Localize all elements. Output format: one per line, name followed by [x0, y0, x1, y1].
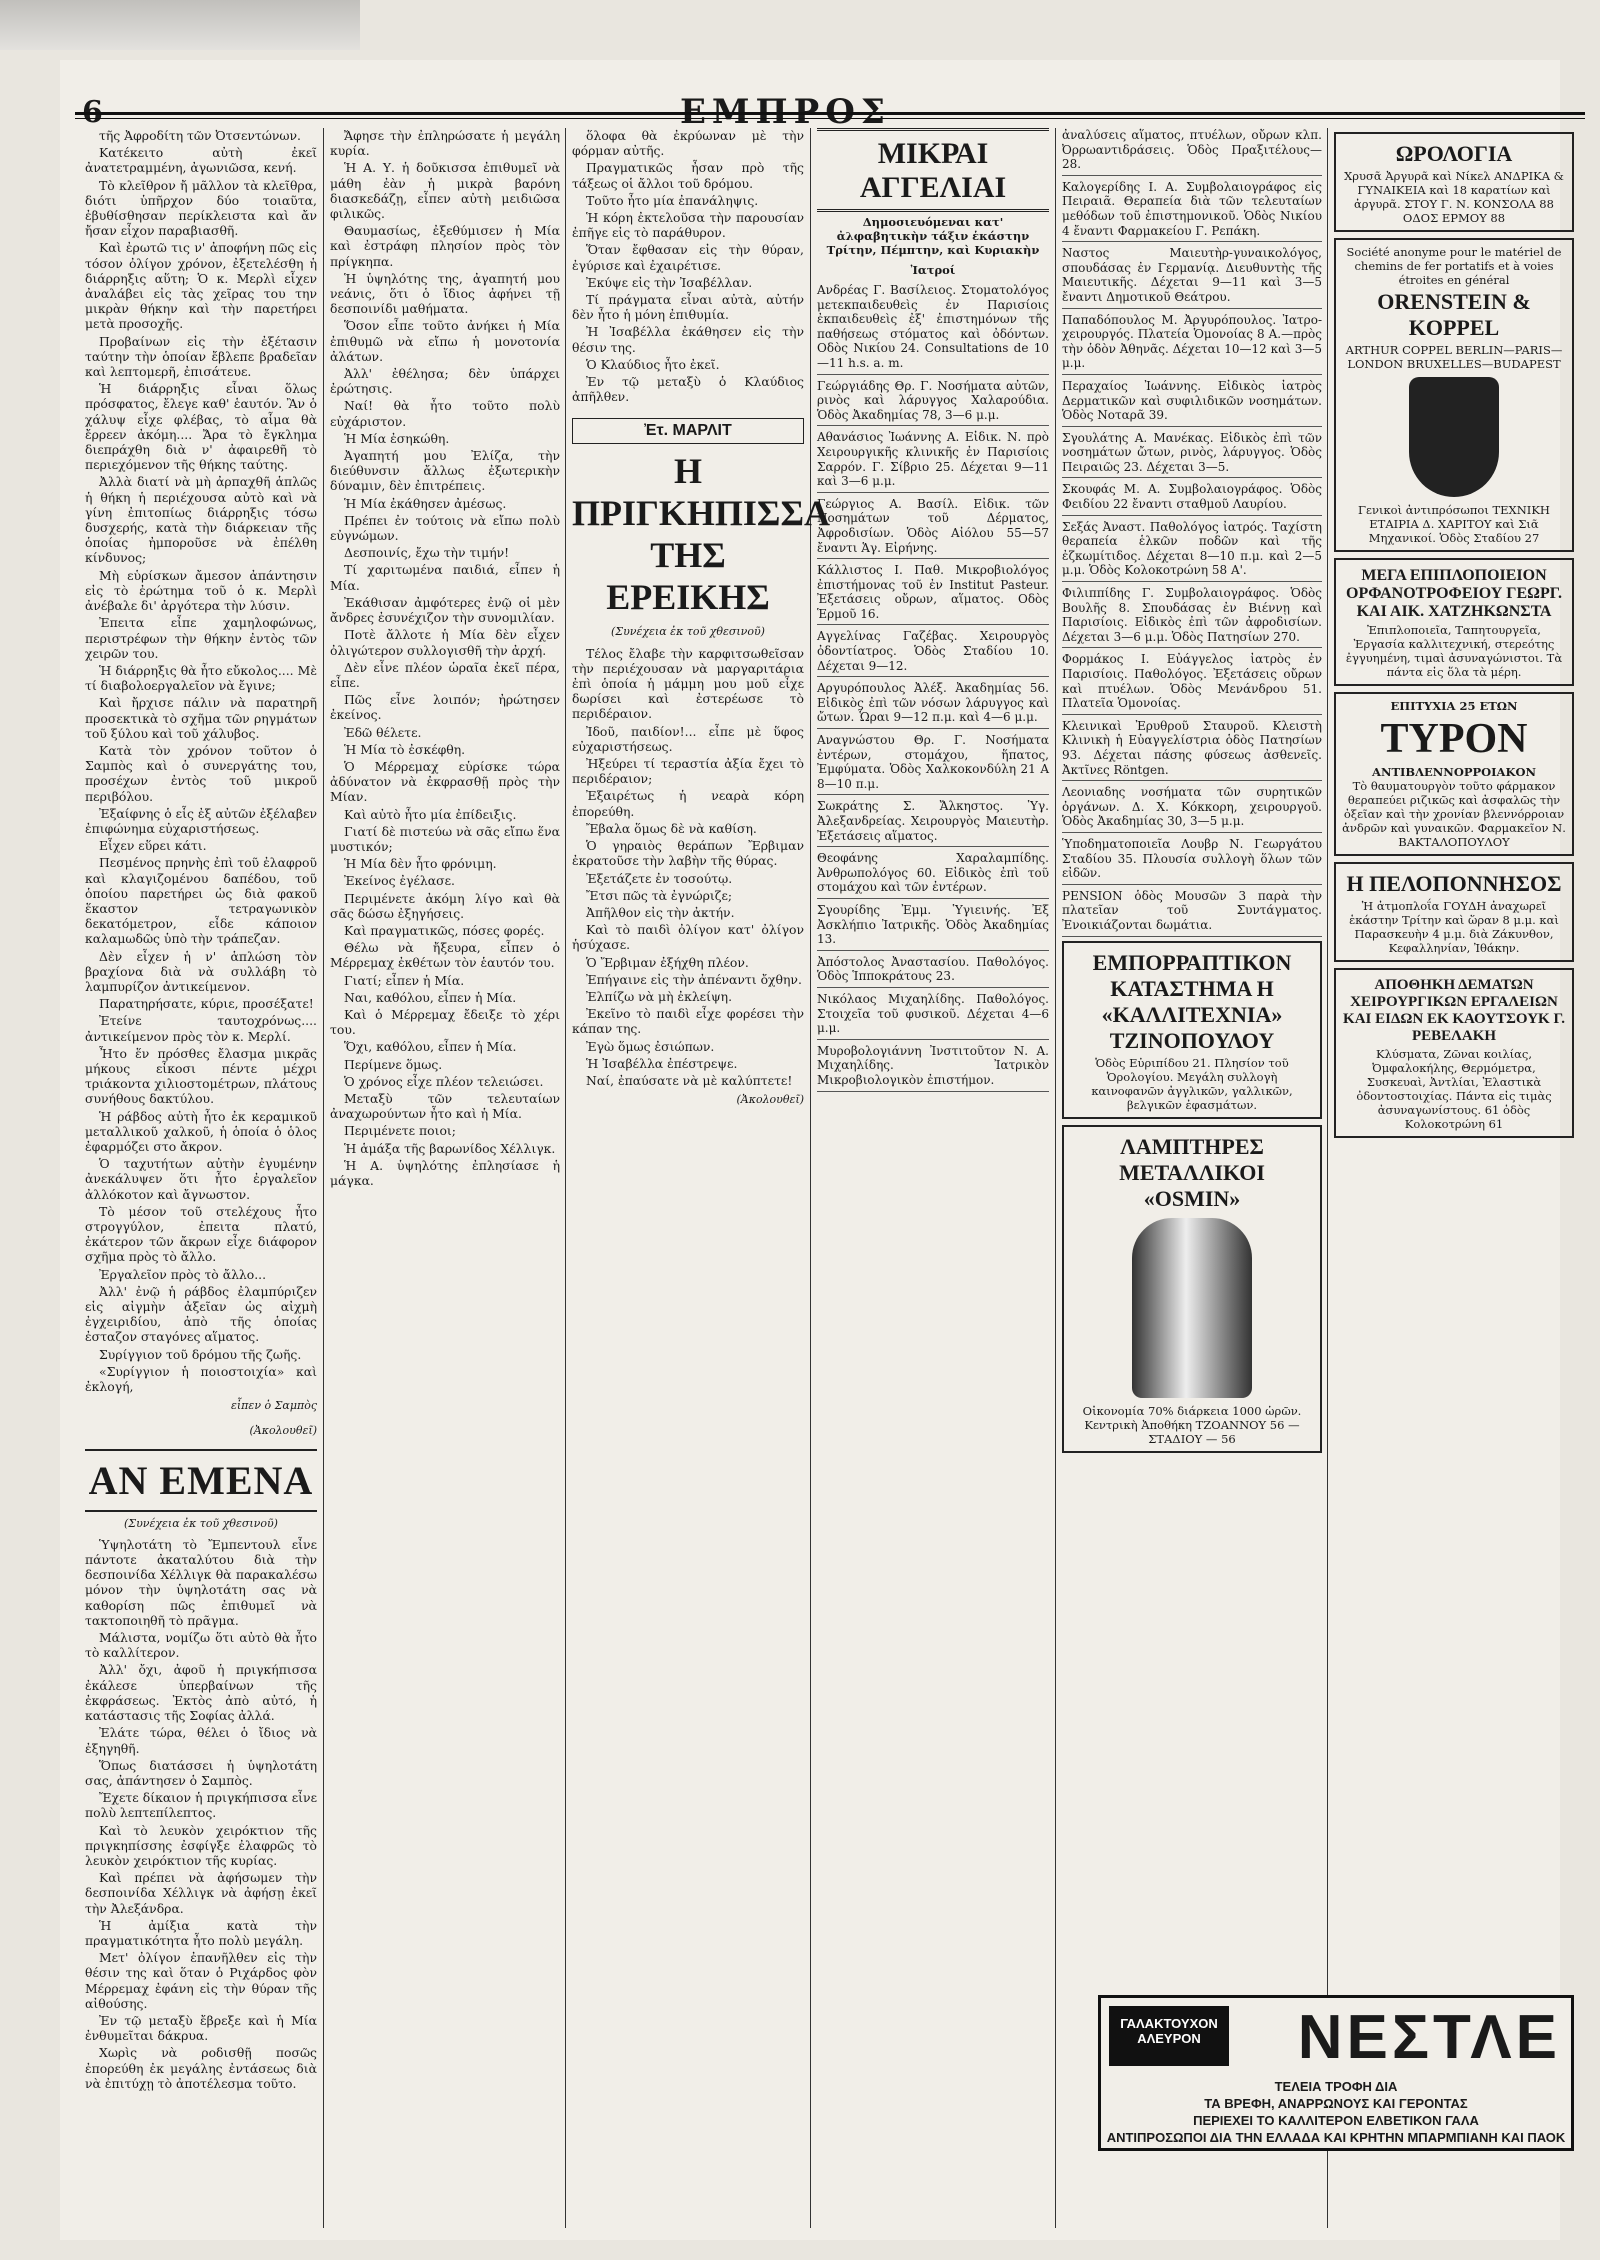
paragraph: Ἐργαλεῖον πρὸς τὸ ἄλλο...: [99, 1266, 267, 1282]
paragraph: Γιατί; εἶπεν ἡ Μία.: [344, 972, 465, 988]
classified-item: Σωκράτης Σ. Ἄλκηστος. Ὑγ. Ἀλεξανδρείας. Χειρουργὸς Μαιευτὴρ. Ἐξετάσεις αἵματος.: [817, 799, 1049, 847]
classified-item: Νικόλαος Μιχαηλίδης. Παθολόγος. Στοιχεῖα τοῦ φυσικοῦ. Δέχεται 4—6 μ.μ.: [817, 992, 1049, 1040]
classified-item: Ναστος Μαιευτὴρ-γυναικολόγος, σπουδάσας ἐν Γερμανίᾳ. Διευθυντὴς τῆς Μαιευτικῆς. Δέχεται 9—11 καὶ 3—5 ἔναντι Δημοτικοῦ Θεάτρου.: [1062, 246, 1322, 308]
serial-3-text: [330, 128, 560, 1188]
paragraph: Ἠξεύρει τί τεραστία ἀξία ἔχει τὸ περιδέραιον;: [572, 756, 804, 787]
ad-rubber-title: ΑΠΟΘΗΚΗ ΔΕΜΑΤΩΝ ΧΕΙΡΟΥΡΓΙΚΩΝ ΕΡΓΑΛΕΙΩΝ ΚΑΙ ΕΙΔΩΝ ΕΚ ΚΑΟΥΤΣΟΥΚ Γ. ΡΕΒΕΛΑΚΗ: [1343, 977, 1565, 1044]
classified-item: Φορμάκος Ι. Εὐάγγελος ἰατρὸς ἐν Παρισίοις. Παθολόγος. Ἐξετάσεις οὔρων καὶ πτυέλων. Ὁδὸς Μενάνδρου 51. Πλατεῖα Ὁμονοίας.: [1062, 652, 1322, 714]
serial-1-continued: (Ἀκολουθεῖ): [249, 1424, 317, 1438]
classified-item: Σεξάς Ἀναστ. Παθολόγος ἰατρός. Ταχίστη θεραπεία ἑλκῶν ποδῶν καὶ τῆς ἐζκωμίτιδος. Δέχεται 8—10 π.μ. καὶ 2—5 μ.μ. Ὁδὸς Κολοκοτρώνη 58 Α'.: [1062, 520, 1322, 582]
paragraph: Ἡ διάρρηξις θὰ ἦτο εὔκολος.... Μὲ τί διαβολοεργαλεῖον νὰ ἔγινε;: [85, 662, 317, 694]
paragraph: Κατέκειτο αὐτὴ ἐκεῖ ἀνατετραμμένη, ἀγωνιῶσα, κενή.: [85, 145, 317, 176]
paragraph: Καὶ πραγματικῶς, πόσες φορές.: [344, 922, 545, 938]
classified-item: ἀναλύσεις αἵματος, πτυέλων, οὔρων κλπ. Ὀρρωαντιδράσεις. Ὁδὸς Πραξιτέλους—28.: [1062, 128, 1322, 176]
ad-orenstein: [1334, 238, 1574, 552]
ad-emporoplastikon-text: Ὁδὸς Εὐριπίδου 21. Πλησίον τοῦ Ὁρολογίου. Μεγάλη συλλογὴ καινοφανῶν ἀγγλικῶν, γαλλικῶν, βελγικῶν ἐφασμάτων.: [1091, 1055, 1293, 1112]
paragraph: Ἐκύψε εἰς τὴν Ἰσαβέλλαν.: [586, 274, 753, 290]
paragraph: Ἀλλὰ διατί νὰ μὴ ἀρπαχθῆ ἁπλῶς ἡ θήκη ἡ περιέχουσα αὐτὸ καὶ νὰ γίνη ἐπιτοπίως διάρρηξις τόσω δυσχερής, κατὰ τὴν διάρκειαν τῆς ὁποίας ἠμποροῦσε νὰ ἐπέλθη κίνδυνος;: [85, 474, 317, 566]
paragraph: Καὶ ἤρχισε πάλιν νὰ παρατηρῆ προσεκτικὰ τὸ σχῆμα τῶν ρηγμάτων τοῦ ξύλου καὶ τοῦ χάλυβος.: [85, 695, 317, 741]
ad-clocks-title: ΩΡΟΛΟΓΙΑ: [1395, 141, 1513, 166]
classified-item: Αργυρόπουλος Ἀλέξ. Ἀκαδημίας 56. Εἰδικὸς ἐπὶ τῶν νόσων λάρυγγος καὶ ὤτων. Ὧραι 9—12 π.μ. καὶ 4—6 μ.μ.: [817, 681, 1049, 729]
paragraph: Ἐν τῷ μεταξὺ ὁ Κλαύδιος ἀπῆλθεν.: [572, 374, 804, 405]
ad-rubber-text: Κλύσματα, Ζῶναι κοιλίας, Ὀμφαλοκήλης, Θερμόμετρα, Συσκευαὶ, Ἀντλίαι, Ἐλαστικὰ ὀδοντοστοιχίας. Πάντα εἰς τιμὰς ἀσυναγωνίστους. 61 ὁδὸς Κολοκοτρώνη 61: [1356, 1047, 1552, 1131]
ad-emporoplastikon: [1062, 941, 1322, 1119]
paragraph: Ὁ χρόνος εἶχε πλέον τελειώσει.: [344, 1073, 544, 1089]
paragraph: Ἡ ἁμάξα τῆς βαρωνίδος Χέλλιγκ.: [344, 1140, 556, 1156]
ad-orphanage-text: Ἐπιπλοποιεῖα, Ταπητουργεῖα, Ἐργασία καλλιτεχνική, στερεότης ἐγγυημένη, τιμαὶ ἀσυναγώνιστοι. Τὰ πάντα εἰς ὅλα τὰ μέρη.: [1345, 623, 1563, 679]
paragraph: Τί πράγματα εἶναι αὐτὰ, αὐτήν δὲν ἦτο ἡ μόνη ἐπιθυμία.: [572, 292, 804, 323]
column-1: [85, 128, 317, 2228]
paragraph: Ἡ κόρη ἐκτελοῦσα τὴν παρουσίαν ἐπῆγε εἰς τὸ παράθυρον.: [572, 210, 804, 241]
paragraph: Ναί, ἐπαύσατε νὰ μὲ καλύπτετε!: [586, 1072, 793, 1088]
serial-2-text: [85, 1537, 317, 2091]
paragraph: Ἔβαλα ὅμως δὲ νὰ καθίση.: [586, 820, 757, 836]
ad-clocks-text: Χρυσᾶ Ἀργυρᾶ καὶ Νίκελ ΑΝΔΡΙΚΑ & ΓΥΝΑΙΚΕΙΑ καὶ 18 καρατίων καὶ ἀργυρᾶ. ΣΤΟΥ Γ. Ν. ΚΟΝΣΟΛΑ 88 ΟΔΟΣ ΕΡΜΟΥ 88: [1344, 169, 1564, 225]
column-rule: [323, 128, 324, 2228]
classified-item: Περαχαίος Ἰωάννης. Εἰδικὸς ἰατρὸς Δερματικῶν καὶ συφιλιδικῶν νοσημάτων. Ὁδὸς Νοταρᾶ 39.: [1062, 379, 1322, 427]
classified-item: Παπαδόπουλος Μ. Ἀργυρόπουλος. Ἰατρο-χειρουργός. Πλατεία Ὁμονοίας 8 Α.—πρὸς τὴν ὁδὸν Ἀθηνᾶς. Δέχεται 10—12 καὶ 3—5 μ.μ.: [1062, 313, 1322, 375]
paragraph: Ἡ Μία ἐκάθησεν ἀμέσως.: [344, 495, 507, 511]
ad-nestle-line: ΤΕΛΕΙΑ ΤΡΟΦΗ ΔΙΑ: [1274, 2079, 1398, 2094]
paragraph: Ἡ Μία δὲν ἦτο φρόνιμη.: [344, 856, 497, 872]
paragraph: Ἐτείνε ταυτοχρόνως.... ἀντικείμενον πρὸς τὸν κ. Μερλί.: [85, 1013, 317, 1044]
classified-item: PENSION ὁδὸς Μουσῶν 3 παρὰ τὴν πλατεῖαν τοῦ Συντάγματος. Ἐνοικιάζονται δωμάτια.: [1062, 889, 1322, 937]
paragraph: Ἦτο ἕν πρόσθες ἔλασμα μικρᾶς μήκους εἶκοσι πέντε μέχρι τριάκοντα χιλιοστομέτρων, πλάτους συνήθους δακτύλου.: [85, 1045, 317, 1107]
paragraph: Ἐν τῷ μεταξὺ ἔβρεξε καὶ ἡ Μία ἐνθυμεῖται δάκρυα.: [85, 2012, 317, 2044]
paragraph: Πεσμένος πρηνὴς ἐπὶ τοῦ ἐλαφροῦ καὶ κλαγιζομένου δαπέδου, τοῦ ὁποίου παρετήρει ὡς διὰ φακοῦ ἕκαστον τετραγωνικὸν δεκατόμετρον, εἶδε κάποιον καλαμωδῶς ὑπὸ τὴν τράπεζαν.: [85, 855, 317, 947]
paragraph: Ναί! θὰ ἦτο τοῦτο πολὺ εὐχάριστον.: [330, 398, 560, 429]
paragraph: Ὁ γηραιὸς θεράπων Ἔρβιμαν ἐκρατοῦσε τὴν λαβὴν τῆς θύρας.: [572, 838, 804, 869]
serial-1-author-line: εἶπεν ὁ Σαμπὸς: [230, 1399, 317, 1413]
column-rule: [565, 128, 566, 2228]
paragraph: Ἡ Ἰσαβέλλα ἐπέστρεψε.: [586, 1055, 738, 1071]
ad-rubber-goods: [1334, 968, 1574, 1138]
paragraph: Ἐπειτα εἶπε χαμηλοφώνως, περιστρέφων τὴν θήκην ἐντὸς τῶν χειρῶν του.: [85, 615, 317, 661]
paragraph: Τοῦτο ἦτο μία ἐπανάληψις.: [586, 192, 759, 208]
paragraph: Θαυμασίως, ἐξεθύμισεν ἡ Μία καὶ ἐστράφη πλησίον πρὸς τὸν πρίγκηπα.: [330, 223, 560, 269]
paragraph: Καὶ τὸ λευκὸν χειρόκτιον τῆς πριγκηπίσσης ἐσφίγξε ἐλαφρῶς τὸ λευκὸν χειρόκτιον τῆς κυρίας.: [85, 1822, 317, 1868]
classifieds-header: ΜΙΚΡΑΙ ΑΓΓΕΛΙΑΙ: [817, 128, 1049, 212]
paragraph: Ἡ Α. Υ. ἡ δοῦκισσα ἐπιθυμεῖ νὰ μάθη ἐὰν ἡ μικρὰ βαρόνη διασκεδάζῃ, εἶπεν αὐτὴ μειδιῶσα φιλικῶς.: [330, 160, 560, 222]
classified-item: Ὑποδηματοποιεῖα Λουβρ Ν. Γεωργάτου Σταδίου 35. Πλουσία συλλογὴ ὅλων τῶν εἰδῶν.: [1062, 837, 1322, 885]
ad-lamps: [1062, 1125, 1322, 1453]
ad-orphanage: [1334, 558, 1574, 686]
ad-tyron-pre: ΕΠΙΤΥΧΙΑ 25 ΕΤΩΝ: [1390, 699, 1518, 713]
ad-tyron-sub: ΑΝΤΙΒΛΕΝΝΟΡΡΟΙΑΚΟΝ: [1372, 765, 1536, 779]
paragraph: Συρίγγιον τοῦ δρόμου τῆς ζωῆς.: [99, 1346, 302, 1362]
ad-nestle-brand: ΝΕΣΤΛΕ: [1297, 2003, 1561, 2072]
serial-4-author: Ἐτ. ΜΑΡΛΙΤ: [572, 418, 804, 444]
ad-clocks: [1334, 132, 1574, 232]
paragraph: Μὴ εὑρίσκων ἄμεσον ἀπάντησιν εἰς τὸ ἐρώτημα τοῦ ὁ κ. Μερλὶ ἀνέβαλε δι' ἀργότερα τὴν λύσιν.: [85, 567, 317, 614]
classified-item: Κλεινικαὶ Ἐρυθροῦ Σταυροῦ. Κλειστὴ Κλινικὴ ἡ Εὐαγγελίστρια ὁδὸς Πατησίων 93. Δέχεται πάσης φύσεως ἀσθενεῖς. Ἀκτῖνες Röntgen.: [1062, 719, 1322, 781]
paragraph: Ἐπήγαινε εἰς τὴν ἀπέναντι ὄχθην.: [586, 971, 802, 987]
paragraph: Ἐξετάζετε ἐν τοσούτῳ.: [586, 870, 733, 886]
column-5: [1062, 128, 1322, 2228]
paragraph: «Συρίγγιον ἡ ποιοστοιχία» καὶ ἐκλογή,: [85, 1363, 317, 1395]
paragraph: Μάλιστα, νομίζω ὅτι αὐτὸ θὰ ἦτο τὸ καλλίτερον.: [85, 1630, 317, 1661]
paragraph: Καὶ ἐρωτῶ τις ν' ἀποφήνη πῶς εἰς τόσον ὀλίγον χρόνον, ἐξετελέσθη ἡ διάρρηξις αὕτη; Ὁ κ. Μερλὶ εἶχεν ἀναλάβει εἰς τὰς χεῖρας του την μικρὰν θήκην καὶ τὴν παρετήρει μετὰ προσοχῆς.: [85, 240, 317, 332]
classified-item: Σκουφάς Μ. Α. Συμβολαιογράφος. Ὁδὸς Φειδίου 22 ἔναντι σταθμοῦ Λαυρίου.: [1062, 482, 1322, 515]
paragraph: Ἐλάτε τώρα, θέλει ὁ ἴδιος νὰ ἐξηγηθῆ.: [85, 1725, 317, 1756]
paragraph: Καὶ τὸ παιδὶ ὀλίγον κατ' ὀλίγον ἡσύχασε.: [572, 922, 804, 953]
classifieds-category: Ἰατροί: [910, 263, 956, 277]
paragraph: Ἡ ράβδος αὐτὴ ἦτο ἐκ κεραμικοῦ μεταλλικοῦ χαλκοῦ, ἡ ὁποία ὁ ὁλος ἐφαρμόζει στο ἄκρον.: [85, 1108, 317, 1154]
ad-orenstein-pre: Société anonyme pour le matériel de chemins de fer portatifs et à voies étroites en général: [1346, 245, 1562, 287]
paragraph: Ἐκεῖνο τὸ παιδὶ εἶχε φορέσει τὴν κάπαν της.: [572, 1006, 804, 1037]
serial-4-subtitle: (Συνέχεια ἐκ τοῦ χθεσινοῦ): [611, 625, 765, 639]
paragraph: Ἀλλ' ὄχι, ἀφοῦ ἡ πριγκήπισσα ἐκάλεσε ὑπερβαίνων τῆς ἐκφράσεως. Ἐκτὸς ἀπὸ αὐτό, ἡ κατάστασις τῆς Σοφίας ἀλλά.: [85, 1662, 317, 1724]
classified-item: Αναγνώστου Θρ. Γ. Νοσήματα ἐντέρων, στομάχου, ἥπατος, Ἐμφύματα. Ὁδὸς Χαλκοκονδύλη 21 Α 8—10 π.μ.: [817, 733, 1049, 795]
classified-item: Γεώργιάδης Θρ. Γ. Νοσήματα αὐτῶν, ρινὸς καὶ λάρυγγος Χαλαρούδια. Ὁδὸς Ἀκαδημίας 78, 3—6 μ.μ.: [817, 379, 1049, 427]
paragraph: τῆς Ἀφροδίτη τῶν Ὀτσεντώνων.: [99, 128, 301, 143]
paragraph: Κατὰ τὸν χρόνον τοῦτον ὁ Σαμπὸς καὶ ὁ συνεργάτης του, προσέχων ἐντὸς τοῦ μικροῦ περιβόλου.: [85, 742, 317, 804]
classified-item: Ανδρέας Γ. Βασίλειος. Στοματολόγος μετεκπαιδευθεὶς ἐν Παρισίοις ἐκπαιδευθεὶς ἐξ' ἐπιστημόνων τῆς παθήσεως στόματος καὶ ὀδόντων. Οδὸς Νικίου 24. Consultations de 10—11 h.s. a. m.: [817, 283, 1049, 375]
ad-orenstein-name: ORENSTEIN & KOPPEL: [1377, 289, 1531, 340]
classifieds-list: [817, 283, 1049, 1092]
paragraph: Ἡ διάρρηξις εἶναι ὅλως πρόσφατος, ἔλεγε καθ' ἑαυτόν. Ἂν ὁ χάλυψ εἶχε φλέβας, τὸ αἷμα θὰ ἔρρεεν ἀκόμη.... Ἄρα τὸ ἔγκλημα διεπράχθη διὰ ν' ἀφαιρεθῆ τὸ περιεχόμενον τῆς θήκης ταύτης.: [85, 381, 317, 473]
paragraph: Δὲν εἶνε πλέον ὡραῖα ἐκεῖ πέρα, εἶπε.: [330, 659, 560, 690]
column-rule: [810, 128, 811, 2228]
paragraph: Εἶχεν εὕρει κάτι.: [99, 838, 207, 854]
paragraph: Ὅπως διατάσσει ἡ ὑψηλοτάτη σας, ἀπάντησεν ὁ Σαμπὸς.: [85, 1757, 317, 1788]
paragraph: Ὑψηλοτάτη τὸ Ἔμπεντουλ εἶνε πάντοτε ἀκαταλύτου διὰ τὴν δεσποινίδα Χέλλιγκ θὰ παρακαλέσω μόνον τὴν ὑψηλοτάτη σας νὰ καθορίση πῶς ἐπιθυμεῖ νὰ τακτοποιηθῆ τὸ πρᾶγμα.: [85, 1536, 317, 1628]
paragraph: Περίμενε ὅμως.: [344, 1056, 443, 1072]
classified-item: Σγουλάτης Α. Μανέκας. Εἰδικὸς ἐπὶ τῶν νοσημάτων ὤτων, ρινὸς, λάρυγγος. Ὁδὸς Πειραιῶς 23. Δέχεται 3—5.: [1062, 431, 1322, 479]
masthead: ΕΜΠΡΟΣ: [680, 92, 891, 132]
ad-nestle-left: ΓΑΛΑΚΤΟΥΧΟΝ ΑΛΕΥΡΟΝ: [1109, 2006, 1229, 2066]
paragraph: Ἡ ἀμίξια κατὰ τὴν πραγματικότητα ἦτο πολὺ μεγάλη.: [85, 1917, 317, 1948]
ad-peloponnisos-text: Ἡ ἀτμοπλοΐα ΓΟΥΔΗ ἀναχωρεῖ ἑκάστην Τρίτην καὶ ὥραν 8 μ.μ. καὶ Παρασκευὴν 4 μ.μ. διὰ Ζάκυνθον, Κεφαλληνίαν, Ἰθάκην.: [1349, 899, 1559, 955]
classifieds-list-2: [1062, 128, 1322, 937]
torn-corner: [0, 0, 360, 50]
paragraph: Ὅχι, καθόλου, εἶπεν ἡ Μία.: [344, 1039, 517, 1055]
top-rule-thin: [75, 118, 1585, 119]
classified-item: Αθανάσιος Ἰωάννης Α. Εἰδικ. Ν. πρὸ Χειρουργικῆς κλινικῆς ἐν Παρισίοις Σαρρόν. Γ. Σίβριο 25. Δέχεται 9—11 καὶ 3—6 μ.μ.: [817, 430, 1049, 492]
ad-lamps-title: ΛΑΜΠΤΗΡΕΣ ΜΕΤΑΛΛΙΚΟΙ «OSMIN»: [1119, 1133, 1265, 1211]
serial-1-text: [85, 128, 317, 1394]
classified-item: Γεώργιος Α. Βασίλ. Εἰδικ. τῶν Νοσημάτων τοῦ Δέρματος, Ἀφροδισίων. Ὁδὸς Αἰόλου 55—57 ἔναντι Ἁγ. Εἰρήνης.: [817, 497, 1049, 559]
paragraph: Ἐλπίζω νὰ μὴ ἐκλείψη.: [586, 988, 733, 1004]
paragraph: Καὶ αὐτὸ ἦτο μία ἐπίδειξις.: [344, 806, 517, 822]
serial-4-body: [572, 646, 804, 1088]
paragraph: Πρέπει ἐν τούτοις νὰ εἴπω πολὺ εὐγνώμων.: [330, 512, 560, 544]
paragraph: Περιμένετε ἀκόμη λίγο καὶ θὰ σᾶς δώσω ἐξηγήσεις.: [330, 890, 560, 921]
paragraph: Ὁ ταχυτήτων αὐτὴν ἐγυμένην ἀνεκάλυψεν ὅτι ἦτο ἐργαλεῖον ἀλλόκοτον καὶ ἄγνωστον.: [85, 1156, 317, 1202]
column-rule: [1327, 128, 1328, 2228]
paragraph: Καὶ ὁ Μέρρεμαχ ἔδειξε τὸ χέρι του.: [330, 1006, 560, 1038]
paragraph: Καὶ πρέπει νὰ ἀφήσωμεν τὴν δεσποινίδα Χέλλιγκ νὰ ἀφήσῃ ἐκεῖ τὴν Ἀλεξάνδρα.: [85, 1870, 317, 1916]
paragraph: Ἀπῆλθον εἰς τὴν ἀκτήν.: [586, 904, 735, 920]
wine-glass-icon: [1409, 377, 1499, 497]
classified-item: Ἀπόστολος Ἀναστασίου. Παθολόγος. Ὁδὸς Ἱπποκράτους 23.: [817, 955, 1049, 988]
paragraph: Πραγματικῶς ἦσαν πρὸ τῆς τάξεως οἱ ἄλλοι τοῦ δρόμου.: [572, 160, 804, 191]
classified-item: Σγουρίδης Ἐμμ. Ὑγιεινής. Ἐξ Ἀσκλήπιο Ἰατρικῆς. Ὁδὸς Ἀκαδημίας 13.: [817, 903, 1049, 951]
classified-item: Κάλλιστος Ι. Παθ. Μικροβιολόγος ἐπιστήμονας τοῦ ἐν Institut Pasteur. Ἐξετάσεις οὔρων, αἵματος. Οδὸς Ἑρμοῦ 16.: [817, 563, 1049, 625]
classified-item: Λεονιαδης νοσήματα τῶν συρητικῶν ὀργάνων. Δ. Χ. Κόκκορη, χειρουργοῦ. Ὁδὸς Ἀκαδημίας 30, 3—5 μ.μ.: [1062, 785, 1322, 833]
ad-nestle-line: ΠΕΡΙΕΧΕΙ ΤΟ ΚΑΛΛΙΤΕΡΟΝ ΕΛΒΕΤΙΚΟΝ ΓΑΛΑ: [1193, 2113, 1479, 2128]
paragraph: Μετ' ὀλίγον ἐπανῆλθεν εἰς τὴν θέσιν της καὶ ὅταν ὁ Ριχάρδος φὸν Μέρρεμαχ ἐφάνη εἰς τὴν θύραν τῆς αἰθούσης.: [85, 1950, 317, 2011]
paragraph: Ἐγὼ ὅμως ἐσιώπων.: [586, 1038, 715, 1054]
lamp-bulb-icon: [1132, 1218, 1252, 1398]
classified-item: Φιλιππίδης Γ. Συμβολαιογράφος. Ὁδὸς Βουλῆς 8. Σπουδάσας ἐν Βιέννῃ καὶ Παρισίοις. Εἰδικὸς ἐπὶ τῶν ἀφροδισίων. Δέχεται 3—6 μ.μ. Ὁδὸς Πατησίων 270.: [1062, 586, 1322, 648]
serial-4-title: Η ΠΡΙΓΚΗΠΙΣΣΑ ΤΗΣ ΕΡΕΙΚΗΣ: [572, 451, 830, 618]
paragraph: Τί χαριτωμένα παιδιά, εἶπεν ἡ Μία.: [330, 562, 560, 593]
paragraph: Πῶς εἶνε λοιπόν; ἠρώτησεν ἐκείνος.: [330, 692, 560, 723]
ad-lamps-text: Οἰκονομία 70% διάρκεια 1000 ὡρῶν. Κεντρικὴ Ἀποθήκη ΤΖΟΑΝΝΟΥ 56 — ΣΤΑΔΙΟΥ — 56: [1082, 1403, 1302, 1446]
paragraph: Χωρὶς νὰ ροδισθῇ ποσῶς ἐπορεύθη ἐκ μεγάλης ἐντάσεως διὰ νὰ ἐπιτύχῃ τὸ ἀποτέλεσμα τοῦτο.: [85, 2045, 317, 2091]
ad-emporoplastikon-title: ΕΜΠΟΡΡΑΠΤΙΚΟΝ ΚΑΤΑΣΤΗΜΑ Η «ΚΑΛΛΙΤΕΧΝΙΑ» ΤΖΙΝΟΠΟΥΛΟΥ: [1092, 949, 1292, 1053]
paragraph: Ναι, καθόλου, εἶπεν ἡ Μία.: [344, 989, 517, 1005]
page-number: 6: [82, 95, 103, 130]
serial-4-text: [572, 128, 804, 404]
paragraph: Ἀλλ' ἐθέλησα; δὲν ὑπάρχει ἐρώτησις.: [330, 366, 560, 397]
paragraph: Ἐξαιρέτως ἡ νεαρὰ κόρη ἐπορεύθη.: [572, 788, 804, 819]
paragraph: Μεταξὺ τῶν τελευταίων ἀναχωρούντων ἦτο καὶ ἡ Μία.: [330, 1090, 560, 1122]
paragraph: Ἐξαίφνης ὁ εἷς ἐξ αὐτῶν ἐξέλαβεν ἐπιφώνημα εὐχαριστήσεως.: [85, 805, 317, 836]
ad-orenstein-agent: Γενικοὶ ἀντιπρόσωποι ΤΕΧΝΙΚΗ ΕΤΑΙΡΙΑ Δ. ΧΑΡΙΤΟΥ καὶ Σιᾶ Μηχανικοί. Ὁδὸς Σταδίου 27: [1358, 503, 1550, 545]
paragraph: Δὲν εἶχεν ἡ ν' ἁπλώση τὸν βραχίονα διὰ νὰ συλλάβη τὸ λαμπυρίζον ἀντικείμενον.: [85, 948, 317, 994]
paragraph: Ποτὲ ἄλλοτε ἡ Μία δὲν εἶχεν ὀλιγώτερον συλλογισθῆ τὴν ἀρχή.: [330, 627, 560, 658]
ad-nestle-line: ΤΑ ΒΡΕΦΗ, ΑΝΑΡΡΩΝΟΥΣ ΚΑΙ ΓΕΡΟΝΤΑΣ: [1204, 2096, 1468, 2111]
paragraph: Ἡ ὑψηλότης της, ἀγαπητή μου νεάνις, ὅτι ὁ ἴδιος ἀφήνει τῇ δεσποινίδι μαθήματα.: [330, 270, 560, 317]
ad-orphanage-title: ΜΕΓΑ ΕΠΙΠΛΟΠΟΙΕΙΟΝ ΟΡΦΑΝΟΤΡΟΦΕΙΟΥ ΓΕΩΡΓ. ΚΑΙ ΑΙΚ. ΧΑΤΖΗΚΩΝΣΤΑ: [1346, 567, 1562, 620]
paragraph: Ἔχετε δίκαιον ἡ πριγκήπισσα εἶνε πολὺ λεπτεπίλεπτος.: [85, 1790, 317, 1821]
paragraph: Ἰδοῦ, παιδίον!... εἶπε μὲ ὕφος εὐχαριστήσεως.: [572, 723, 804, 754]
classified-item: Αγγελίνας Γαζέβας. Χειρουργὸς ὀδοντίατρος. Ὁδὸς Σταδίου 10. Δέχεται 9—12.: [817, 629, 1049, 677]
paragraph: Ἄφησε τὴν ἐπληρώσατε ἡ μεγάλη κυρία.: [330, 128, 560, 159]
serial-4-continued: (Ἀκολουθεῖ): [736, 1093, 804, 1107]
paragraph: Περιμένετε ποιοι;: [344, 1123, 456, 1139]
paragraph: Ἐκείνος ἐγέλασε.: [344, 873, 455, 889]
paragraph: Προβαίνων εἰς τὴν ἐξέτασιν ταύτην τὴν ὁποίαν ἔβλεπε βραδεῖαν καὶ λεπτομερῆ, ἐπισάτευε.: [85, 333, 317, 380]
paragraph: Ὁ Ἔρβιμαν ἐξήχθη πλέον.: [586, 954, 749, 970]
paragraph: Παρατηρήσατε, κύριε, προσέξατε!: [99, 996, 314, 1012]
paragraph: Ἀλλ' ἐνῷ ἡ ράβδος ἐλαμπύριζεν εἰς αἰγμὴν ἀξεῖαν ὡς αἰχμὴ ἐγχειριδίου, ἀπὸ τῆς ὁποίας ἐσταζον σταγόνες αἵματος.: [85, 1283, 317, 1345]
paragraph: Ἀγαπητή μου Ἐλίζα, τὴν διεύθυνσιν ἄλλως ἐξωτερικὴν δύναμιν, δὲν ἐπιτρέπεις.: [330, 448, 560, 494]
classifieds-subheader: Δημοσιευόμεναι κατ' ἀλφαβητικὴν τάξιν ἑκάστην Τρίτην, Πέμπτην, καὶ Κυριακὴν: [826, 215, 1040, 257]
paragraph: Ὅσον εἶπε τοῦτο ἀνήκει ἡ Μία ἐπιθυμῶ νὰ εἴπω ἡ μονοτονία ἀλάτων.: [330, 318, 560, 364]
paragraph: Ἡ Μία ἐσηκώθη.: [344, 430, 450, 446]
paragraph: Ὁ Κλαύδιος ἦτο ἐκεῖ.: [586, 356, 720, 372]
column-3: [572, 128, 830, 2228]
paragraph: Ἠ Ἰσαβέλλα ἐκάθησεν εἰς τὴν θέσιν της.: [572, 324, 804, 355]
column-2: [330, 128, 560, 2228]
paragraph: Θέλω νὰ ἤξευρα, εἶπεν ὁ Μέρρεμαχ ἐκθέτων τὸν ἑαυτόν του.: [330, 940, 560, 971]
paragraph: Ἡ Α. ὑψηλότης ἐπλησίασε ἡ μάγκα.: [330, 1157, 560, 1188]
ad-tyron: [1334, 692, 1574, 856]
paragraph: Δεσποινίς, ἔχω τὴν τιμήν!: [344, 545, 510, 561]
column-6: [1334, 128, 1574, 1978]
column-4: [817, 128, 1049, 2228]
paragraph: Ὅταν ἔφθασαν εἰς τὴν θύραν, ἐγύρισε καὶ ἐχαιρέτισε.: [572, 242, 804, 273]
paragraph: ὅλοφα θὰ ἐκρύωναν μὲ τὴν φόρμαν αὐτῆς.: [572, 128, 804, 159]
paragraph: Τέλος ἔλαβε τὴν καρφιτσωθεῖσαν τὴν περιέχουσαν νὰ μαργαριτάρια ἐπὶ ὁποία ἡ μάμμη μου μοῦ εἶχε δωρίσει καὶ ἐστερέωσε τὸ περιδέραιον.: [572, 645, 804, 722]
ad-tyron-title: ΤΥΡΟΝ: [1380, 716, 1528, 762]
ad-nestle-line: ΑΝΤΙΠΡΟΣΩΠΟΙ ΔΙΑ ΤΗΝ ΕΛΛΑΔΑ ΚΑΙ ΚΡΗΤΗΝ ΜΠΑΡΜΠΙΑΝΗ ΚΑΙ ΠΑΟΚ: [1106, 2130, 1566, 2145]
classified-item: Μυροβολογιάννη Ἰνστιτοῦτον Ν. Α. Μιχαηλίδης. Ἰατρικὸν Μικροβιολογικὸν ἐπιστήμον.: [817, 1044, 1049, 1092]
paragraph: Ὁ Μέρρεμαχ εὑρίσκε τώρα ἀδύνατον νὰ ἐκφρασθῇ πρὸς τὴν Μίαν.: [330, 758, 560, 805]
paragraph: Ἔτσι πῶς τὰ ἐγνώριζε;: [586, 887, 733, 903]
paragraph: Γιατί δὲ πιστεύω νὰ σᾶς εἴπω ἕνα μυστικόν;: [330, 823, 560, 854]
ad-peloponnisos: [1334, 862, 1574, 962]
paragraph: Ἐκάθισαν ἀμφότερες ἐνῷ οἱ μὲν ἄνδρες ἐσυνέχιζον τὴν συνομιλίαν.: [330, 594, 560, 626]
ad-nestle: [1098, 1995, 1574, 2151]
ad-orenstein-post: ARTHUR COPPEL BERLIN—PARIS—LONDON BRUXELLES—BUDAPEST: [1345, 343, 1563, 371]
paragraph: Τὸ μέσον τοῦ στελέχους ἦτο στρογγύλον, ἐπειτα πλατύ, ἐκάτερον τῶν ἄκρων εἶχε διάφορον σχῆμα πρὸς τὸ ἄλλο.: [85, 1203, 317, 1265]
paragraph: Τὸ κλεῖθρον ἤ μᾶλλον τὰ κλεῖθρα, διότι ὑπῆρχον δύο τοιαῦτα, ἐβυθίσθησαν περίκλειστα καὶ ἄν ἤσαν εἶχον παραβιασθῆ.: [85, 177, 317, 239]
paragraph: Ἡ Μία τὸ ἐσκέφθη.: [344, 741, 466, 757]
column-rule: [1055, 128, 1056, 2228]
serial-2-subtitle: (Συνέχεια ἐκ τοῦ χθεσινοῦ): [124, 1516, 278, 1530]
ad-nestle-lines: [1101, 2078, 1571, 2146]
serial-2-title: ΑΝ ΕΜΕΝΑ: [85, 1449, 317, 1512]
ad-tyron-text: Τὸ θαυματουργὸν τοῦτο φάρμακον θεραπεύει ριζικῶς καὶ ἀσφαλῶς τὴν ὀξεῖαν καὶ τὴν χρονίαν βλεννόρροιαν ἀνδρῶν καὶ γυναικῶν. Φαρμακεῖον Ν. ΒΑΚΤΑΛΟΠΟΥΛΟΥ: [1342, 779, 1566, 849]
ad-peloponnisos-title: Η ΠΕΛΟΠΟΝΝΗΣΟΣ: [1346, 871, 1562, 896]
classified-item: Καλογερίδης Ι. Α. Συμβολαιογράφος εἰς Πειραιᾶ. Θεραπεία διὰ τῶν τελευταίων μεθόδων τοῦ ἐπιστημονικοῦ. Ὁδὸς Νικίου 4 ἔναντι Φαρμακείου Γ. Ρεπάκη.: [1062, 180, 1322, 242]
top-rule: [75, 112, 1585, 115]
paragraph: Ἐδῶ θέλετε.: [344, 724, 422, 740]
classified-item: Θεοφάνης Χαραλαμπίδης. Ἀνθρωπολόγος 60. Εἰδικὸς ἐπὶ τοῦ στομάχου καὶ τῶν ἐντέρων.: [817, 851, 1049, 899]
